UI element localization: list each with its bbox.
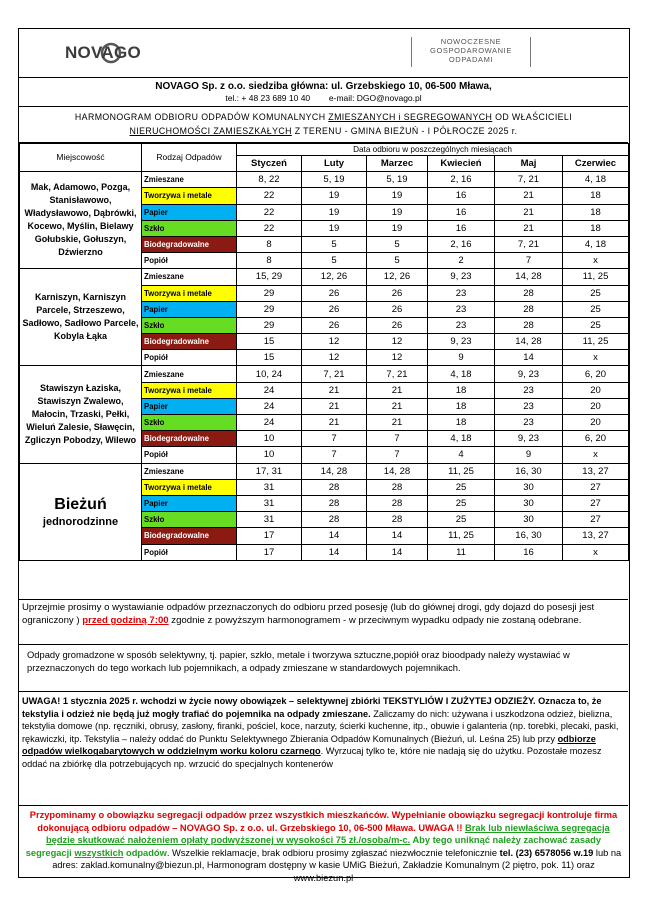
date-cell: 23 [495,398,563,414]
date-cell: 21 [495,204,563,220]
month-header: Kwiecień [428,156,495,172]
date-cell: 11, 25 [428,528,495,544]
date-cell: 9, 23 [428,334,495,350]
date-cell: 11, 25 [563,334,629,350]
date-cell: 28 [495,317,563,333]
date-cell: 17 [237,544,302,560]
schedule-table [19,143,629,561]
date-cell: 21 [302,398,367,414]
date-cell: 4, 18 [563,172,629,188]
note-textiles [19,691,628,791]
slogan-line-2: GOSPODAROWANIE [430,46,512,55]
company-address: NOVAGO Sp. z o.o. siedziba główna: ul. Grzebskiego 10, 06-500 Mława, [155,81,492,92]
waste-type-cell: Tworzywa i metale [142,188,237,204]
date-cell: 26 [367,285,428,301]
date-cell: 12 [367,350,428,366]
note3-underline: odbiorze odpadów wielkogabarytowych w oddzielnym worku koloru czarnego [22,733,596,757]
date-cell: 7, 21 [495,172,563,188]
location-cell: Stawiszyn Łaziska, Stawiszyn Zwalewo, Małocin, Trzaski, Pełki, Wieluń Zalesie, Sławęcin, Zgliczyn Pobodzy, Wilewo [20,366,142,463]
date-cell: 14, 28 [367,463,428,479]
date-cell: 14 [367,544,428,560]
document-frame [18,28,630,883]
date-cell: 26 [367,317,428,333]
date-cell: 14 [367,528,428,544]
date-cell: 7 [302,431,367,447]
header-dates: Data odbioru w poszczególnych miesiącach [237,144,629,156]
date-cell: 12 [367,334,428,350]
date-cell: 22 [237,220,302,236]
date-cell: 11 [428,544,495,560]
date-cell: 9 [495,447,563,463]
date-cell: 25 [428,495,495,511]
note4-green: Brak lub niewłaściwa segregacja będzie skutkować nałożeniem opłaty podwyższonej w wysokości 75 zł./osoba/m-c. [45,822,610,846]
date-cell: 26 [302,317,367,333]
waste-type-cell: Papier [142,495,237,511]
note4-green-4: odpadów [123,847,167,858]
date-cell: 12 [302,350,367,366]
date-cell: 19 [302,204,367,220]
date-cell: 25 [428,512,495,528]
date-cell: 14, 28 [495,269,563,285]
waste-type-cell: Szkło [142,220,237,236]
date-cell: 20 [563,382,629,398]
waste-type-cell: Biodegradowalne [142,334,237,350]
note1-text-a: Uprzejmie prosimy o wystawianie odpadów przeznaczonych do odbioru przed posesję (lub do głównej drogi, gdy dojazd do posesji jest ograniczony ) [22,602,595,626]
date-cell: 28 [495,285,563,301]
date-cell: 8 [237,253,302,269]
company-email: e-mail: DGO@novago.pl [328,93,422,103]
date-cell: 21 [367,382,428,398]
date-cell: 19 [367,220,428,236]
date-cell: 19 [302,188,367,204]
date-cell: 23 [428,285,495,301]
date-cell: 21 [495,188,563,204]
date-cell: 2, 16 [428,236,495,252]
date-cell: 15 [237,350,302,366]
date-cell: 19 [367,204,428,220]
slogan-bar-left [411,37,412,67]
date-cell: 26 [302,285,367,301]
date-cell: 7 [495,253,563,269]
date-cell: 7 [367,447,428,463]
waste-type-cell: Tworzywa i metale [142,382,237,398]
table-row [20,269,629,285]
note4-red: Przypominamy o obowiązku segregacji odpadów przez wszystkich mieszkańców. Wypełnianie obowiązku segregacji kontroluje firma dokonującą odbioru odpadów – NOVAGO Sp. z o.o. ul. Grzebskiego 10, 06-500 Mława. UWAGA !! [29,810,618,833]
date-cell: 8 [237,236,302,252]
note1-deadline: przed godziną 7:00 [82,615,169,626]
date-cell: 24 [237,415,302,431]
waste-type-cell: Zmieszane [142,269,237,285]
date-cell: 29 [237,317,302,333]
date-cell: x [563,447,629,463]
date-cell: 28 [367,479,428,495]
date-cell: 12, 26 [302,269,367,285]
title-part-3: OD WŁAŚCICIELI [492,112,573,122]
date-cell: 26 [302,301,367,317]
waste-type-cell: Szkło [142,415,237,431]
date-cell: 29 [237,285,302,301]
waste-type-cell: Szkło [142,512,237,528]
date-cell: 21 [495,220,563,236]
waste-type-cell: Biodegradowalne [142,236,237,252]
note4-text-1: . Wszelkie reklamacje, brak odbioru prosimy zgłaszać niezwłocznie telefonicznie [166,847,500,858]
date-cell: 28 [302,512,367,528]
note4-green-3: wszystkich [74,847,124,858]
month-header: Maj [495,156,563,172]
date-cell: 9 [428,350,495,366]
slogan-line-3: ODPADAMI [448,55,494,64]
header-location: Miejscowość [20,144,142,172]
date-cell: 14 [495,350,563,366]
date-cell: 30 [495,512,563,528]
date-cell: 9, 23 [428,269,495,285]
month-header: Styczeń [237,156,302,172]
date-cell: 21 [367,415,428,431]
waste-type-cell: Tworzywa i metale [142,285,237,301]
date-cell: 27 [563,495,629,511]
date-cell: 5, 19 [367,172,428,188]
location-subtitle: jednorodzinne [42,515,119,528]
date-cell: 7 [367,431,428,447]
date-cell: 13, 27 [563,463,629,479]
date-cell: 16, 30 [495,463,563,479]
date-cell: 4, 18 [563,236,629,252]
waste-type-cell: Papier [142,204,237,220]
date-cell: 30 [495,495,563,511]
date-cell: 6, 20 [563,366,629,382]
waste-type-cell: Popiół [142,447,237,463]
date-cell: 25 [563,301,629,317]
date-cell: 18 [428,382,495,398]
date-cell: 18 [563,204,629,220]
date-cell: 11, 25 [428,463,495,479]
date-cell: 23 [495,382,563,398]
date-cell: 20 [563,398,629,414]
date-cell: 26 [367,301,428,317]
date-cell: 5 [302,253,367,269]
date-cell: 10, 24 [237,366,302,382]
table-row [20,172,629,188]
location-cell [20,463,142,560]
date-cell: 20 [563,415,629,431]
slogan [411,37,531,64]
waste-type-cell: Zmieszane [142,172,237,188]
date-cell: 30 [495,479,563,495]
date-cell: 5 [367,253,428,269]
date-cell: 25 [563,317,629,333]
waste-type-cell: Zmieszane [142,463,237,479]
date-cell: 5 [367,236,428,252]
date-cell: 8, 22 [237,172,302,188]
date-cell: 31 [237,479,302,495]
date-cell: 11, 25 [563,269,629,285]
date-cell: 12 [302,334,367,350]
note3-text-1: Zaliczamy do nich: używana i uszkodzona odzież, bielizna, tekstylia domowe (np. ręczniki, obrusy, zasłony, firanki, pościel, koce, narzuty, ścierki kuchenne, itp., obuwie i galanteria (np. torebki, plecaki, paski, rękawiczki, itp. Tekstylia – należy oddać do Punktu Selektywnego Zbierania Odpadów Komunalnych (Bieżuń, ul. Leśna 25) lub przy [22,708,619,744]
table-row [20,463,629,479]
date-cell: 29 [237,301,302,317]
slogan-bar-right [530,37,531,67]
month-header: Marzec [367,156,428,172]
note4-phone: tel. (23) 6578056 w.19 [499,847,594,858]
note-selective-collection: Odpady gromadzone w sposób selektywny, tj. papier, szkło, metale i tworzywa sztuczne,popiół oraz bioodpady należy wystawiać w przeznaczonych do tego workach lub pojemnikach, a odpady zmieszane w standardowych pojemnikach. [19,644,628,680]
waste-type-cell: Popiół [142,544,237,560]
date-cell: 4, 18 [428,366,495,382]
date-cell: 23 [495,415,563,431]
date-cell: 16 [428,220,495,236]
date-cell: 14, 28 [302,463,367,479]
date-cell: x [563,544,629,560]
date-cell: 23 [428,301,495,317]
date-cell: 25 [428,479,495,495]
date-cell: 22 [237,204,302,220]
date-cell: 17 [237,528,302,544]
date-cell: 17, 31 [237,463,302,479]
date-cell: 24 [237,398,302,414]
date-cell: 7 [302,447,367,463]
slogan-line-1: NOWOCZESNE [440,37,502,46]
date-cell: 9, 23 [495,431,563,447]
date-cell: 16 [428,204,495,220]
date-cell: 21 [302,382,367,398]
date-cell: x [563,350,629,366]
date-cell: 14 [302,528,367,544]
date-cell: 16 [428,188,495,204]
date-cell: 28 [367,512,428,528]
date-cell: 10 [237,431,302,447]
location-name: Bieżuń [54,495,107,513]
date-cell: x [563,253,629,269]
date-cell: 5, 19 [302,172,367,188]
date-cell: 31 [237,512,302,528]
date-cell: 19 [302,220,367,236]
waste-type-cell: Papier [142,301,237,317]
note-pickup-time [19,599,628,643]
date-cell: 27 [563,479,629,495]
date-cell: 27 [563,512,629,528]
company-phone: tel.: + 48 23 689 10 40 [225,93,311,103]
date-cell: 28 [367,495,428,511]
waste-type-cell: Popiół [142,350,237,366]
date-cell: 14 [302,544,367,560]
date-cell: 18 [428,415,495,431]
date-cell: 15 [237,334,302,350]
company-info [19,78,628,107]
novago-logo [53,42,153,64]
date-cell: 2, 16 [428,172,495,188]
date-cell: 9, 23 [495,366,563,382]
date-cell: 4 [428,447,495,463]
date-cell: 22 [237,188,302,204]
note4-green-2: Aby tego uniknąć należy zachować zasady segregacji [25,835,602,858]
location-cell: Mak, Adamowo, Pozga, Stanisławowo, Władysławowo, Dąbrówki, Kocewo, Myślin, Bielawy Gołubskie, Gołuszyn, Dźwierzno [20,172,142,269]
date-cell: 16, 30 [495,528,563,544]
date-cell: 12, 26 [367,269,428,285]
title-part-5: Z TERENU - GMINA BIEŻUŃ - I PÓŁROCZE 2025 r. [291,126,518,136]
date-cell: 4, 18 [428,431,495,447]
logo-row [19,29,628,78]
date-cell: 7, 21 [367,366,428,382]
date-cell: 31 [237,495,302,511]
date-cell: 13, 27 [563,528,629,544]
header-waste-type: Rodzaj Odpadów [142,144,237,172]
location-cell: Karniszyn, Karniszyn Parcele, Strzeszewo, Sadłowo, Sadłowo Parcele, Kobyla Łąka [20,269,142,366]
waste-type-cell: Biodegradowalne [142,528,237,544]
date-cell: 28 [302,495,367,511]
waste-type-cell: Szkło [142,317,237,333]
date-cell: 23 [428,317,495,333]
waste-type-cell: Papier [142,398,237,414]
date-cell: 18 [428,398,495,414]
date-cell: 7, 21 [495,236,563,252]
title-part-2: ZMIESZANYCH i SEGREGOWANYCH [328,112,493,122]
date-cell: 16 [495,544,563,560]
note3-bold: UWAGA! 1 stycznia 2025 r. wchodzi w życie nowy obowiązek – selektywnej zbiórki TEKSTYLIÓW I ZUŻYTEJ ODZIEŻY. Oznacza to, że tekstylia i odzież nie będą już mogły trafiać do pojemnika na odpady zmieszane. [22,696,602,719]
note4-text-2: lub na adres: zaklad.komunalny@biezun.pl, Harmonogram dostępny w kasie UMiG Bieżuń, Zakładzie Komunalnym (2 piętro, pok. 11) oraz www.biezun.pl [52,847,622,883]
date-cell: 2 [428,253,495,269]
table-row [20,366,629,382]
title-part-4: NIERUCHOMOŚCI ZAMIESZKAŁYCH [129,126,292,136]
date-cell: 18 [563,188,629,204]
date-cell: 5 [302,236,367,252]
waste-type-cell: Biodegradowalne [142,431,237,447]
title-part-1: HARMONOGRAM ODBIORU ODPADÓW KOMUNALNYCH [74,112,329,122]
date-cell: 21 [302,415,367,431]
logo-text: NOVAGO [64,43,142,62]
date-cell: 15, 29 [237,269,302,285]
month-header: Luty [302,156,367,172]
note1-text-c: zgodnie z powyższym harmonogramem - w przeciwnym wypadku odpady nie zostaną odebrane. [168,615,582,626]
company-contact [19,93,628,104]
schedule-title [19,107,628,143]
waste-type-cell: Zmieszane [142,366,237,382]
date-cell: 21 [367,398,428,414]
date-cell: 28 [495,301,563,317]
waste-type-cell: Tworzywa i metale [142,479,237,495]
date-cell: 6, 20 [563,431,629,447]
date-cell: 18 [563,220,629,236]
date-cell: 25 [563,285,629,301]
date-cell: 24 [237,382,302,398]
date-cell: 19 [367,188,428,204]
date-cell: 14, 28 [495,334,563,350]
month-header: Czerwiec [563,156,629,172]
waste-type-cell: Popiół [142,253,237,269]
note3-text-2: . Wyrzucaj tylko te, które nie nadają się do użytku. Pozostałe mozesz oddać na zbiórkę dla potrzebujących np. wrzucić do specjalnych kontenerów [22,746,602,769]
date-cell: 28 [302,479,367,495]
date-cell: 7, 21 [302,366,367,382]
date-cell: 10 [237,447,302,463]
note-segregation [19,805,628,883]
